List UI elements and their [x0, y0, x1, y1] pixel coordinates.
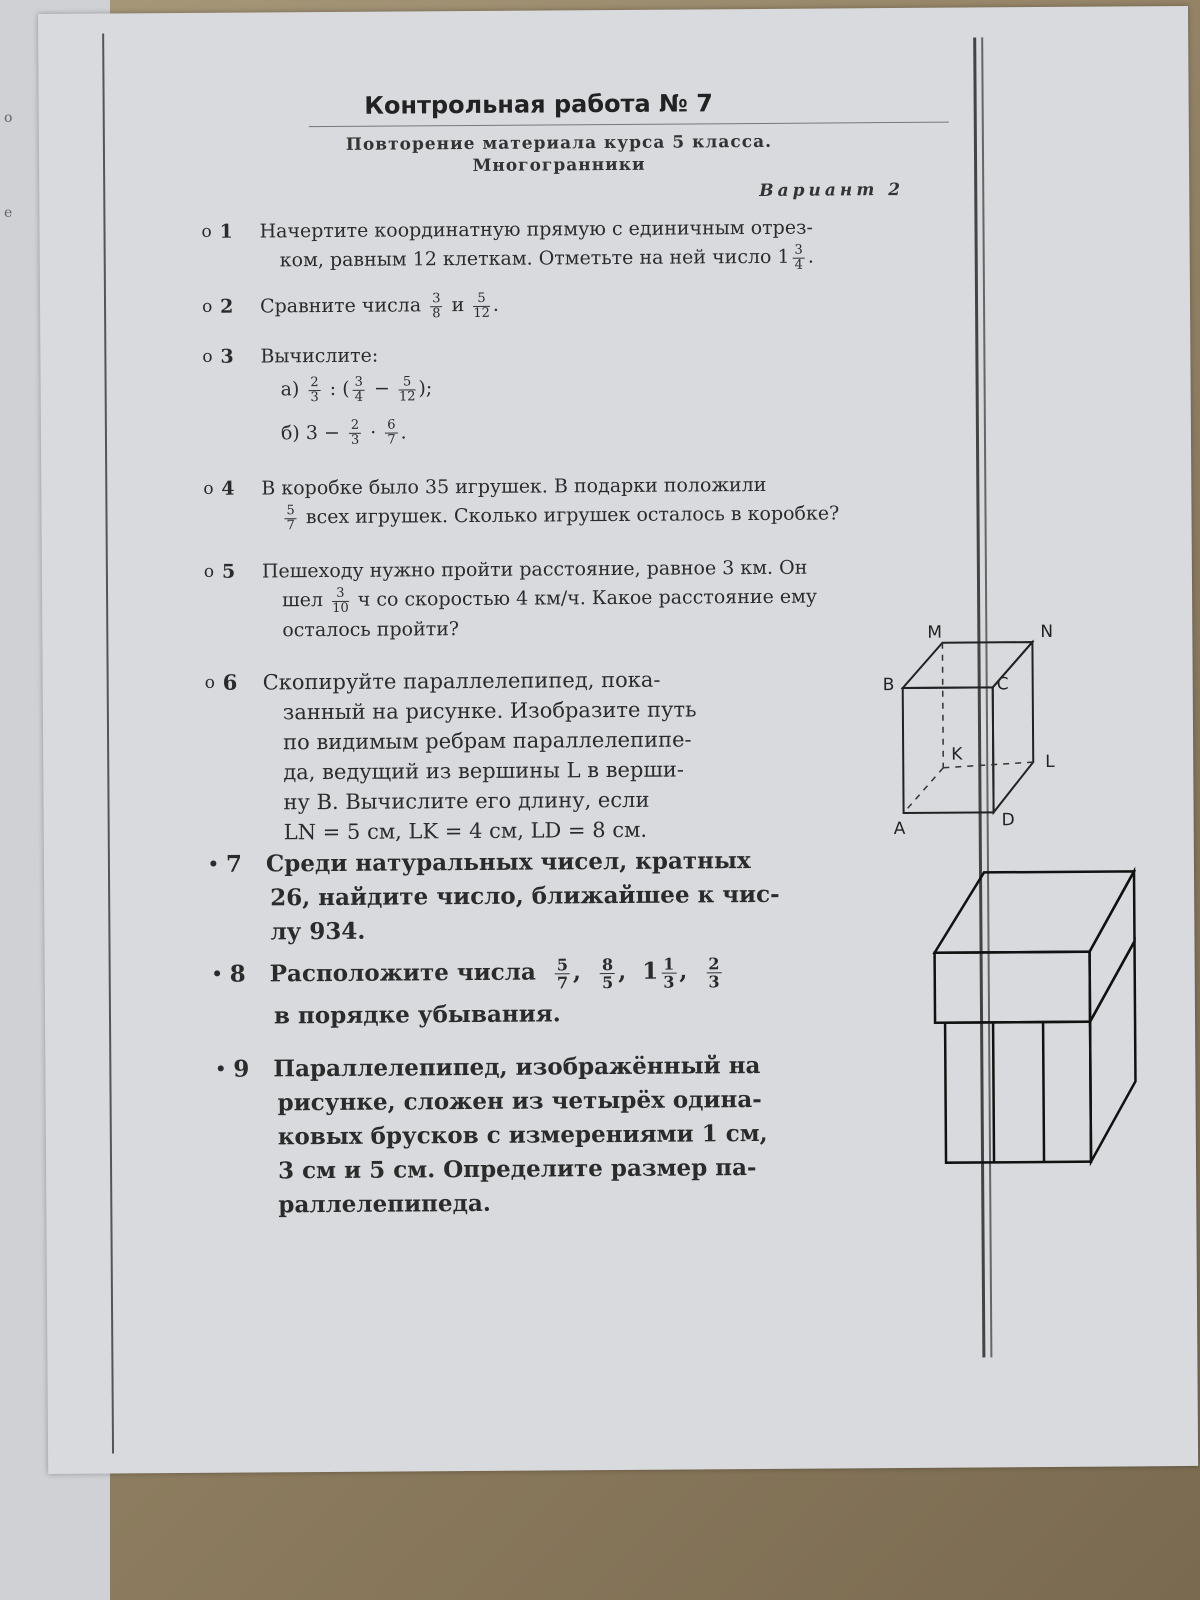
task-text: Параллелепипед, изображённый на [273, 1051, 761, 1083]
task-text: Пешеходу нужно пройти расстояние, равное 3 км. Он [261, 556, 808, 583]
task-text: $\frac{5}{7}$ всех игрушек. Сколько игрушек осталось в коробке? [286, 502, 840, 533]
hidden-edge [942, 643, 943, 768]
page-title: Контрольная работа № 7 [364, 89, 714, 120]
lower-side-face [1090, 941, 1137, 1161]
task-text: Сравните числа [259, 294, 422, 318]
subtitle-line: Многогранники [472, 154, 646, 176]
task-number: 7 [225, 850, 243, 878]
task-number: 4 [221, 477, 235, 500]
parallelepiped-figure [882, 621, 1113, 840]
task-text: В коробке было 35 игрушек. В подарки положили [261, 473, 767, 500]
lower-front-face [945, 1022, 1091, 1163]
brick-divider [1043, 1022, 1044, 1162]
task-text: Вычислите: [260, 344, 379, 368]
task-marker: o [203, 561, 215, 582]
upper-brick-front [935, 952, 1090, 1023]
task-1 [201, 212, 979, 276]
brick-divider [993, 1022, 994, 1162]
task-marker: • [215, 1059, 227, 1080]
task-text: ком, равным 12 клеткам. Отметьте на ней число 1 $\frac{3}{4}$ . [279, 242, 814, 273]
task-marker: o [204, 672, 215, 693]
task-text: Скопируйте параллелепипед, пока- [262, 667, 661, 695]
fraction: $\frac{5}{7}$ [556, 954, 569, 992]
variant-label: Вариант 2 [759, 179, 905, 201]
task-marker: o [201, 221, 212, 242]
title-divider [309, 122, 949, 127]
task-text: шел $\frac{3}{10}$ ч со скоростью 4 км/ч. Какое расстояние ему [282, 585, 818, 616]
worksheet-page [38, 6, 1198, 1474]
task-7 [207, 843, 887, 949]
task-text: рисунке, сложен из четырёх одина- [277, 1085, 762, 1117]
task-text: по видимым ребрам параллелепипе- [283, 727, 692, 755]
task-number: 6 [222, 669, 238, 695]
task-text: лу 934. [270, 917, 366, 946]
task-text: LN = 5 см, LK = 4 см, LD = 8 см. [283, 817, 648, 845]
task-text: да, ведущий из вершины L в верши- [283, 757, 685, 785]
vertex-label-l: L [1045, 751, 1055, 772]
task-marker: • [207, 854, 219, 875]
task-text: ну B. Вычислите его длину, если [283, 787, 650, 815]
fraction: $\frac{2}{3}$ [708, 953, 720, 991]
expression-b: б) 3 − $\frac{2}{3}$ · $\frac{6}{7}$ . [280, 417, 407, 448]
vertex-label-b: B [882, 675, 895, 696]
task-4 [203, 469, 1061, 533]
task-6 [204, 663, 844, 847]
front-face [903, 687, 994, 813]
task-text: осталось пройти? [282, 617, 460, 641]
vertex-label-c: C [996, 674, 1009, 695]
task-text: 26, найдите число, ближайшее к чис- [270, 880, 780, 912]
task-text: раллелепипеда. [278, 1189, 491, 1219]
subtitle-line: Повторение материала курса 5 класса. [345, 131, 773, 155]
figure-edges [934, 871, 1136, 1162]
task-2: o 2 Сравните числа $\frac{3}{8}$ и $\frac{5}{12}$ . [201, 290, 499, 321]
task-number: 5 [221, 560, 236, 583]
task-3 [202, 338, 961, 449]
task-marker: o [203, 478, 214, 499]
task-9 [215, 1048, 934, 1223]
fraction: $\frac{5}{12}$ [473, 290, 490, 321]
expression-a: а) $\frac{2}{3}$ : ( $\frac{3}{4}$ − $\frac{5}{12}$ ); [280, 373, 433, 405]
side-face [992, 642, 1033, 812]
vertex-label-d: D [1001, 810, 1015, 831]
task-number: 1 [219, 220, 233, 243]
hidden-edge [903, 768, 943, 813]
page-edge-mark: е [4, 205, 13, 221]
task-text: Среди натуральных чисел, кратных [265, 847, 751, 878]
task-8 [211, 953, 951, 1033]
page-subtitle [269, 130, 849, 178]
brick-parallelepiped-figure [924, 861, 1156, 1173]
vertex-label-n: N [1040, 621, 1054, 643]
top-face [934, 871, 1135, 952]
upper-brick-side [1089, 871, 1135, 1021]
task-text: 3 см и 5 см. Определите размер па- [277, 1154, 757, 1185]
task-text: Расположите числа $\frac{5}{7}$ , $\frac{8}{5}$ , 1 $\frac{1}{3}$ , $\frac{2}{3}$ [269, 953, 720, 992]
page-edge-mark: о [4, 110, 13, 126]
vertex-label-k: K [951, 744, 963, 765]
task-text: Начертите координатную прямую с единичным отрез- [259, 216, 813, 243]
fraction: $\frac{8}{5}$ [601, 954, 614, 992]
vertex-label-a: A [893, 818, 906, 840]
task-number: 9 [233, 1055, 250, 1083]
task-text: в порядке убывания. [273, 999, 561, 1029]
task-text: ковых брусков с измерениями 1 см, [277, 1119, 768, 1151]
task-number: 3 [220, 345, 234, 368]
fraction: $\frac{3}{8}$ [432, 290, 441, 321]
task-marker: o [202, 346, 213, 367]
task-number: 2 [219, 295, 234, 318]
figure-edges [902, 642, 1033, 813]
task-text: занный на рисунке. Изобразите путь [282, 697, 697, 725]
task-marker: o [201, 296, 213, 317]
task-marker: • [211, 964, 223, 985]
fraction: $\frac{3}{4}$ [794, 242, 803, 273]
task-number: 8 [229, 960, 246, 988]
margin-rule [102, 34, 114, 1454]
fraction: $\frac{1}{3}$ [663, 954, 675, 992]
vertex-label-m: M [927, 622, 943, 643]
